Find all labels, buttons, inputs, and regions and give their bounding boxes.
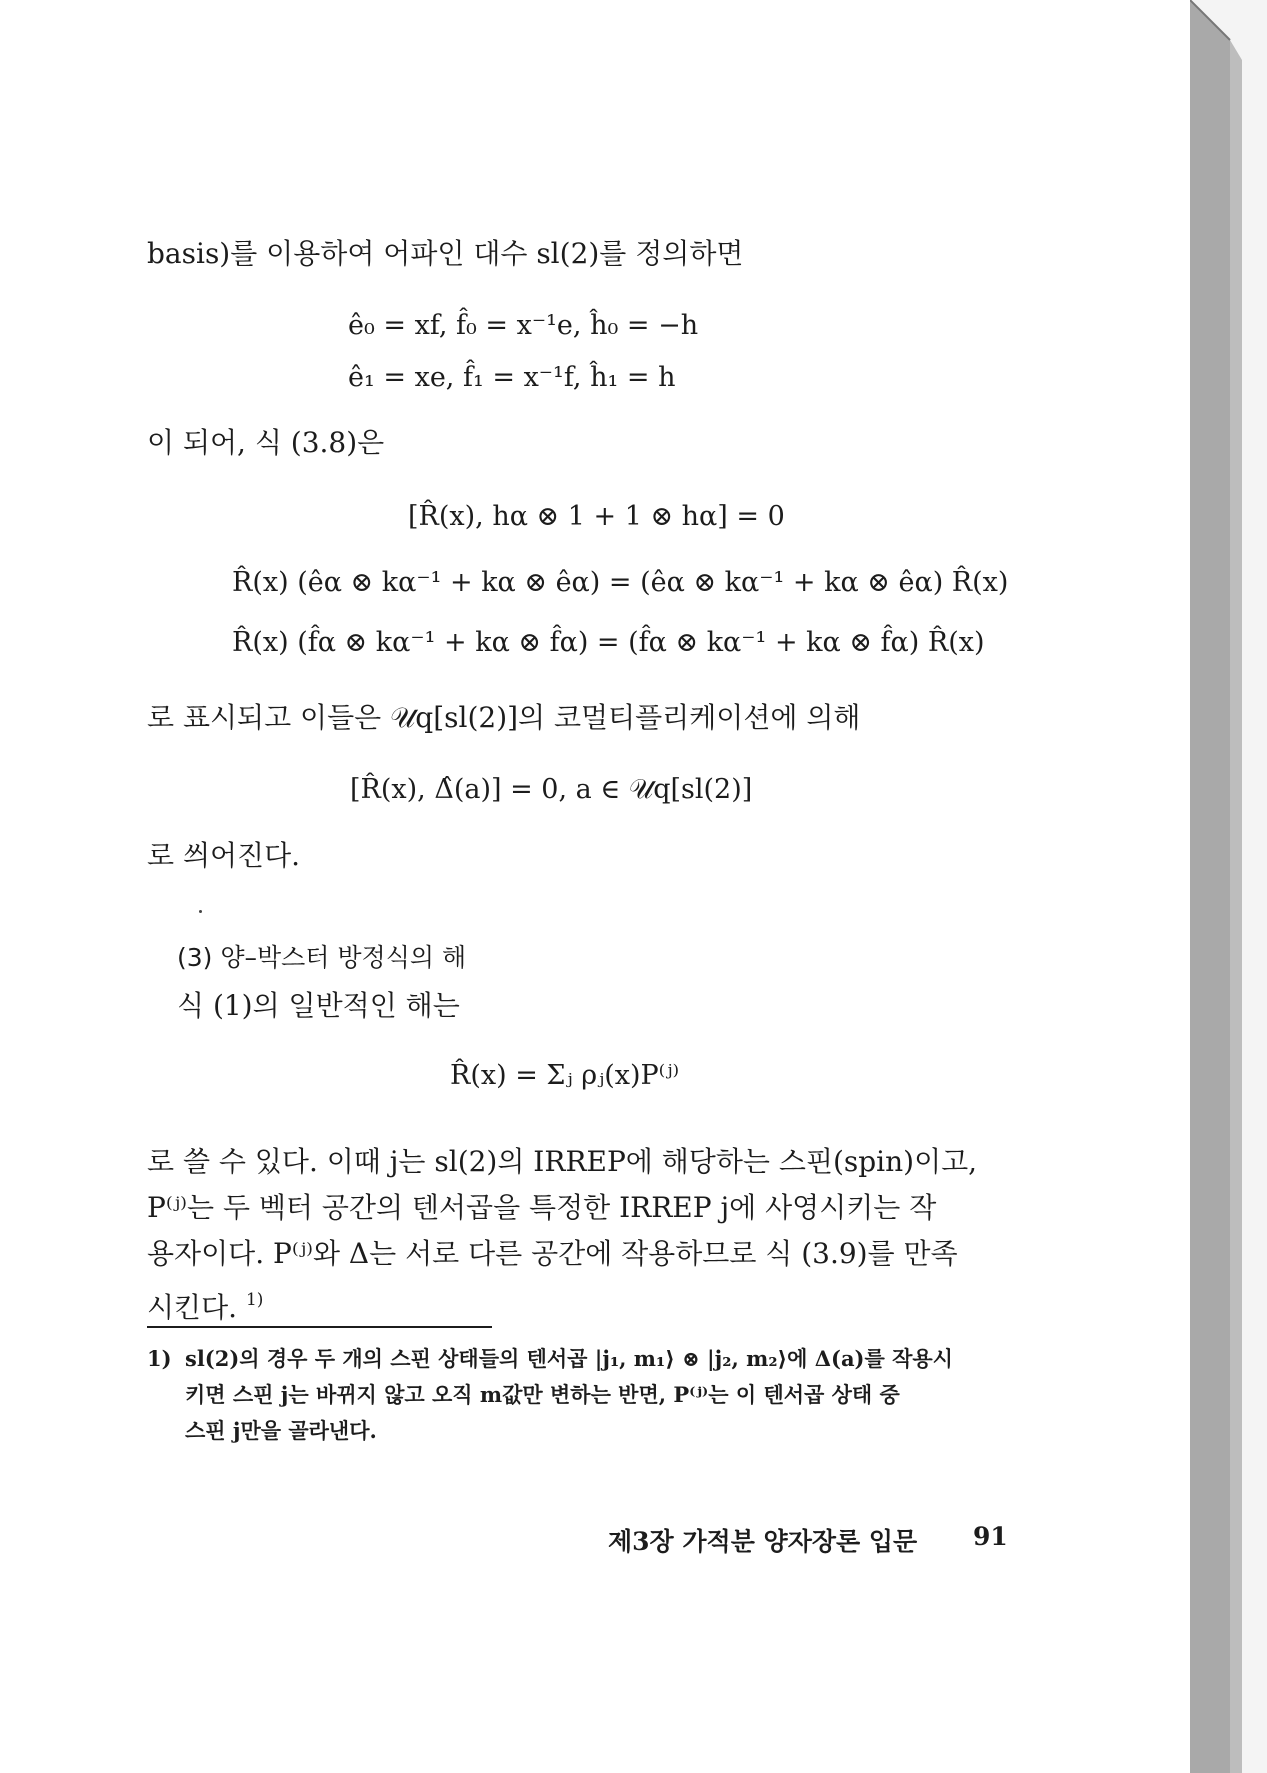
paragraph-affine-algebra: basis)를 이용하여 어파인 대수 sl(2)를 정의하면 <box>147 237 744 270</box>
footnote-reference: 1) <box>245 1290 264 1310</box>
body-line-4-text: 시킨다. <box>147 1291 238 1324</box>
book-edge <box>1190 0 1250 1773</box>
section-heading: (3) 양–박스터 방정식의 해 <box>177 943 467 972</box>
footnote-line-3: 스핀 j만을 골라낸다. <box>185 1418 377 1443</box>
equation-generators-0: ê₀ = xf, f̂₀ = x⁻¹e, ĥ₀ = −h <box>348 310 699 341</box>
equation-delta-commutator: [R̂(x), Δ̂(a)] = 0, a ∈ 𝒰q[sl(2)] <box>350 774 753 805</box>
footnote-line-1: sl(2)의 경우 두 개의 스핀 상태들의 텐서곱 |j₁, m₁⟩ ⊗ |j₂, m₂⟩에 Δ(a)를 작용시 <box>185 1346 953 1371</box>
paragraph-general-solution: 식 (1)의 일반적인 해는 <box>177 989 460 1022</box>
equation-commutator-e: R̂(x) (êα ⊗ kα⁻¹ + kα ⊗ êα) = (êα ⊗ kα⁻¹ + kα ⊗ êα) R̂(x) <box>232 567 1009 598</box>
equation-commutator-f: R̂(x) (f̂α ⊗ kα⁻¹ + kα ⊗ f̂α) = (f̂α ⊗ kα⁻¹ + kα ⊗ f̂α) R̂(x) <box>232 627 985 658</box>
paragraph-comultiplication: 로 표시되고 이들은 𝒰q[sl(2)]의 코멀티플리케이션에 의해 <box>147 701 861 734</box>
running-footer-chapter: 제3장 가적분 양자장론 입문 <box>608 1527 918 1556</box>
equation-generators-1: ê₁ = xe, f̂₁ = x⁻¹f, ĥ₁ = h <box>348 362 676 393</box>
body-line-2: P⁽ʲ⁾는 두 벡터 공간의 텐서곱을 특정한 IRREP j에 사영시키는 작 <box>147 1191 937 1224</box>
equation-commutator-h: [R̂(x), hα ⊗ 1 + 1 ⊗ hα] = 0 <box>408 501 785 532</box>
body-line-4 <box>147 1282 263 1326</box>
paragraph-becomes: 이 되어, 식 (3.8)은 <box>147 426 385 459</box>
page-number: 91 <box>973 1522 1008 1551</box>
paragraph-written: 로 씌어진다. <box>147 839 301 872</box>
footnote-number: 1) <box>147 1346 172 1371</box>
stray-dot <box>199 910 202 913</box>
footnote-line-2: 키면 스핀 j는 바뀌지 않고 오직 m값만 변하는 반면, P⁽ʲ⁾는 이 텐서곱 상태 중 <box>185 1382 900 1407</box>
equation-r-sum: R̂(x) = Σⱼ ρⱼ(x)P⁽ʲ⁾ <box>450 1060 680 1091</box>
body-line-1: 로 쓸 수 있다. 이때 j는 sl(2)의 IRREP에 해당하는 스핀(spin)이고, <box>147 1145 978 1178</box>
body-line-3: 용자이다. P⁽ʲ⁾와 Δ는 서로 다른 공간에 작용하므로 식 (3.9)를 만족 <box>147 1237 958 1270</box>
footnote-divider <box>147 1326 492 1328</box>
